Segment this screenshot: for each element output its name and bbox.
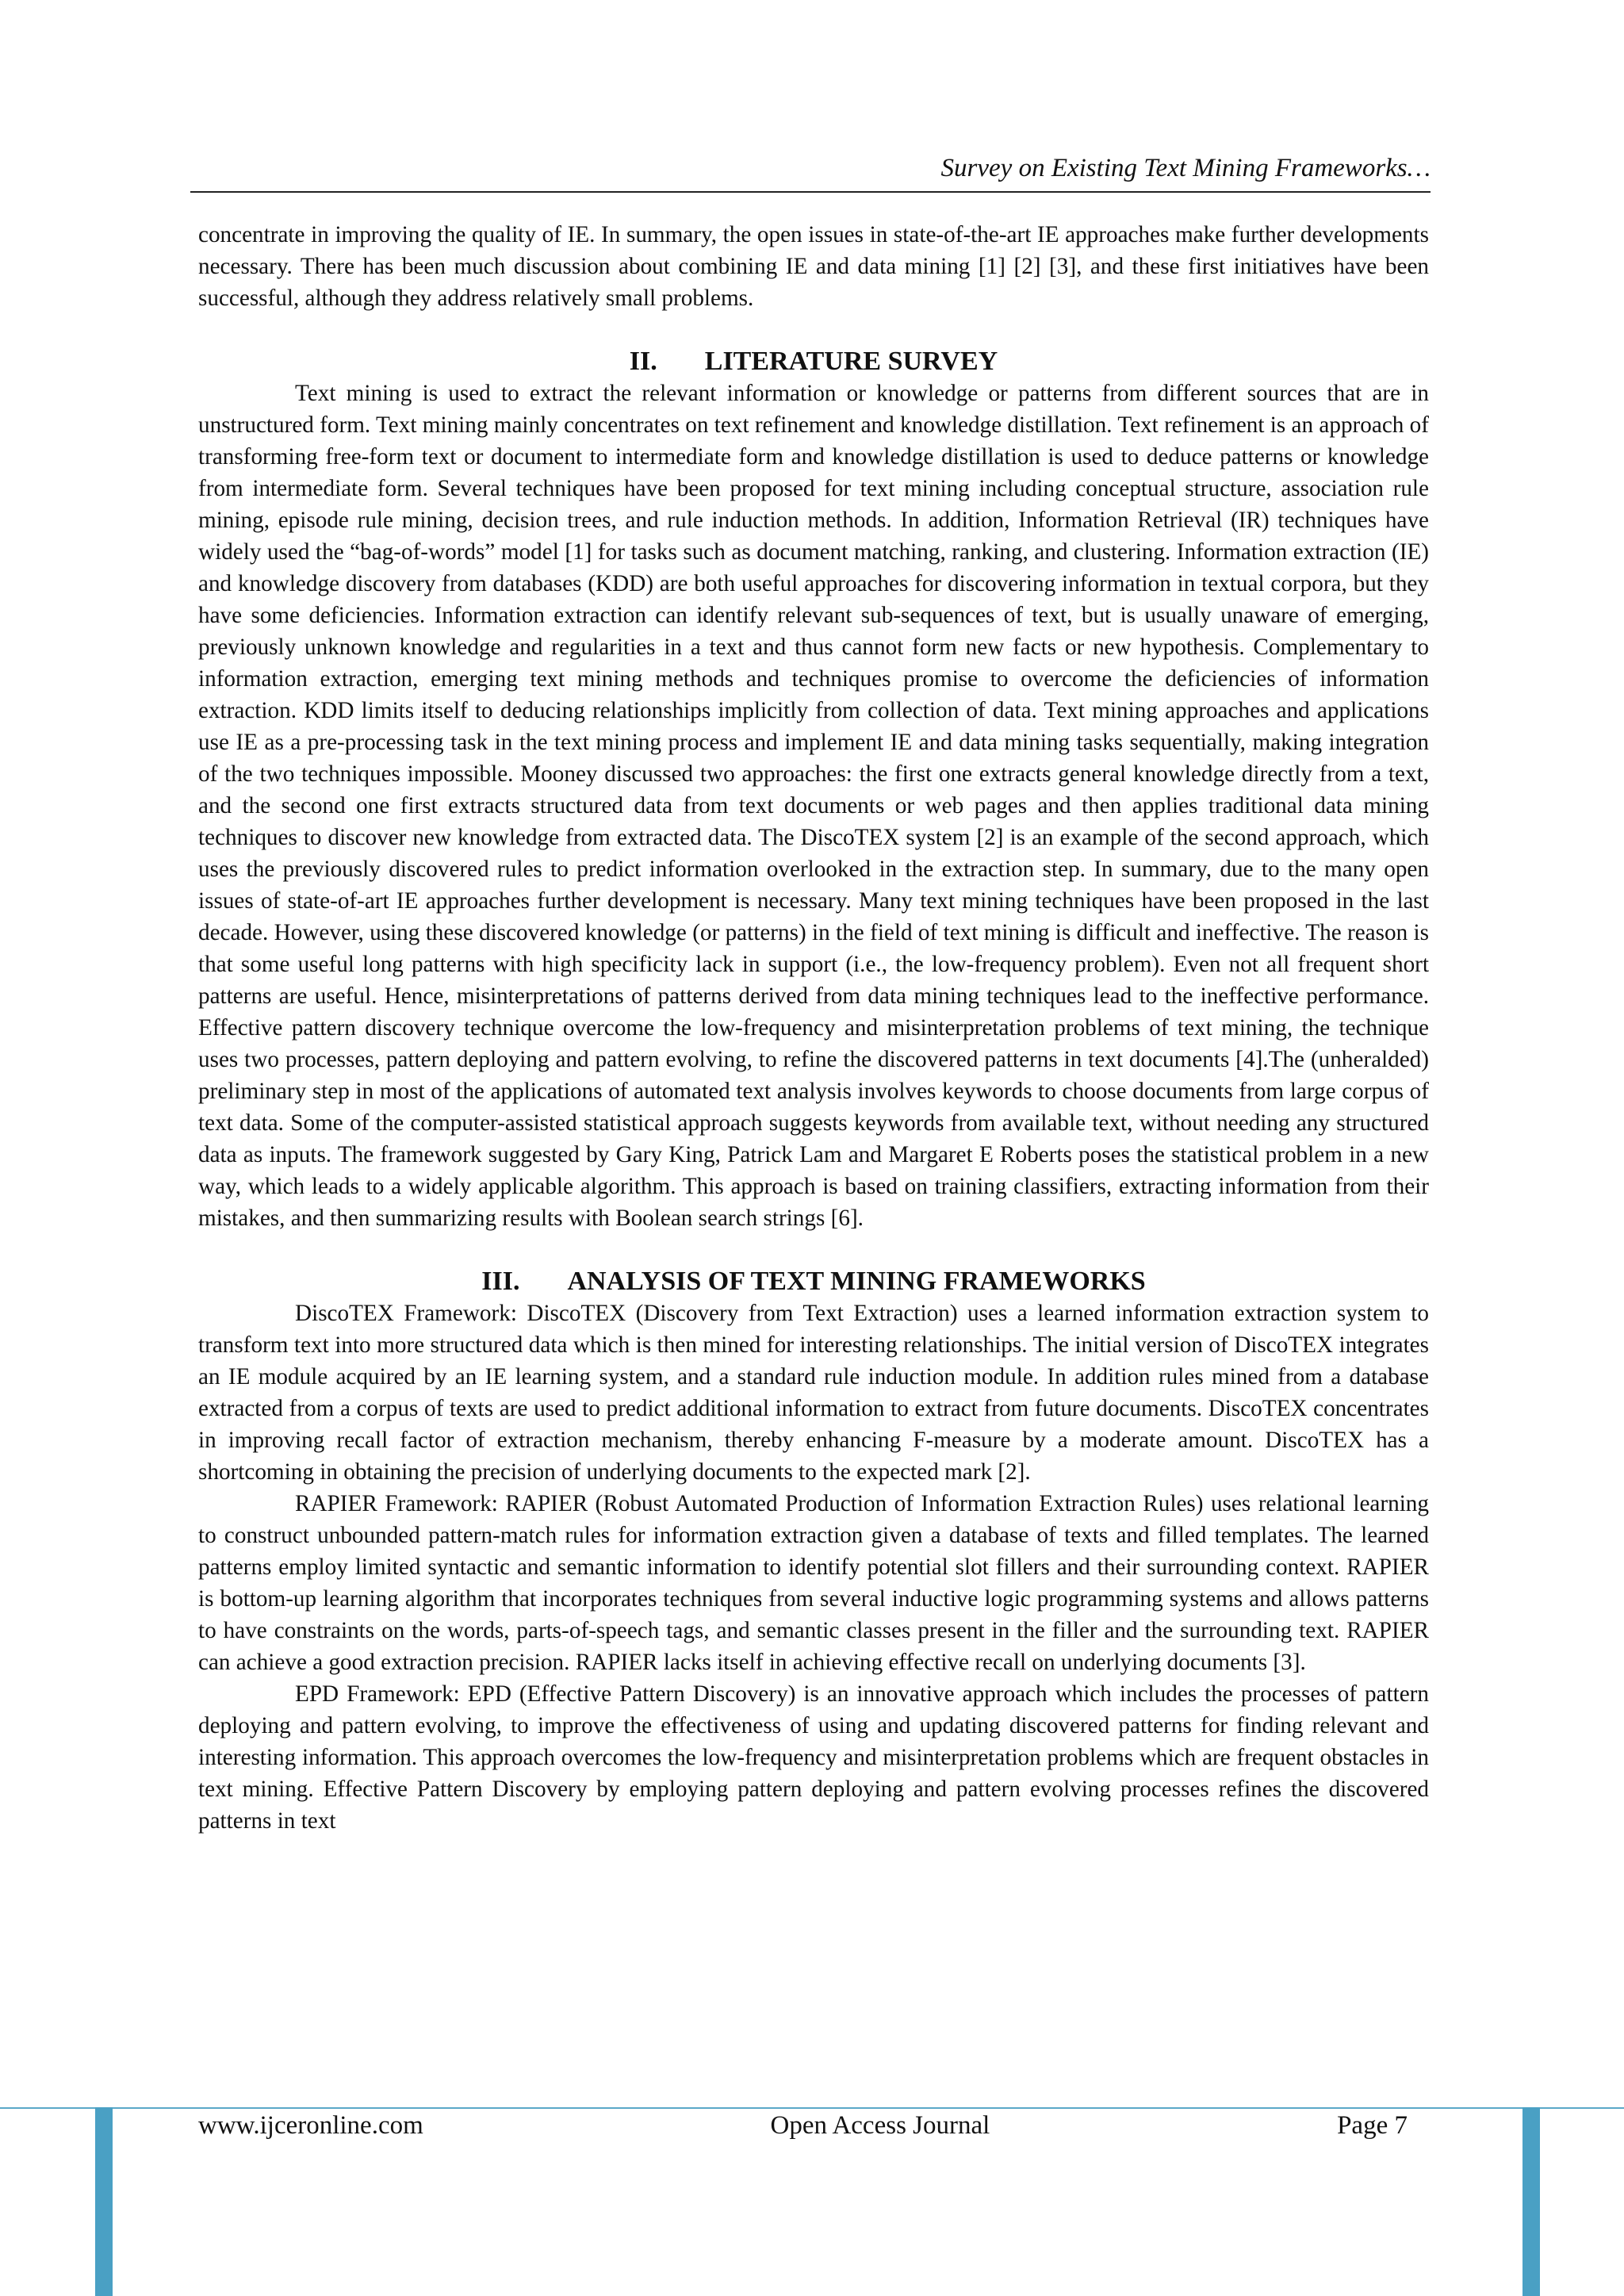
- section-heading-analysis: [198, 1266, 1429, 1297]
- footer-left-bar: [95, 2107, 113, 2296]
- running-header: Survey on Existing Text Mining Frameworks…: [940, 154, 1431, 182]
- discotex-paragraph: DiscoTEX Framework: DiscoTEX (Discovery from Text Extraction) uses a learned information extraction system to transform text into more structured data which is then mined for interesting relationships. The initial version of DiscoTEX integrates an IE module acquired by an IE learning system, and a standard rule induction module. In addition rules mined from a database extracted from a corpus of texts are used to predict additional information to extract from future documents. DiscoTEX concentrates in improving recall factor of extraction mechanism, thereby enhancing F-measure by a moderate amount. DiscoTEX has a shortcoming in obtaining the precision of underlying documents to the expected mark [2].: [198, 1301, 1429, 1485]
- section-spacer: [198, 1234, 1429, 1266]
- footer-rule: [0, 2107, 1624, 2109]
- intro-continuation-paragraph: concentrate in improving the quality of IE. In summary, the open issues in state-of-the-art IE approaches make further developments necessary. There has been much discussion about combining IE and data mining [1] [2] [3], and these first initiatives have been successful, although they address relatively small problems.: [198, 222, 1429, 311]
- section-number: II.: [629, 347, 657, 376]
- epd-paragraph: EPD Framework: EPD (Effective Pattern Discovery) is an innovative approach which includes the processes of pattern deploying and pattern evolving, to improve the effectiveness of using and updating discovered patterns for finding relevant and interesting information. This approach overcomes the low-frequency and misinterpretation problems which are frequent obstacles in text mining. Effective Pattern Discovery by employing pattern deploying and pattern evolving processes refines the discovered patterns in text: [198, 1681, 1429, 1834]
- footer-right-bar: [1522, 2107, 1540, 2296]
- page-body: [198, 219, 1429, 1837]
- page-footer: [198, 2110, 1408, 2141]
- section-heading-literature-survey: [198, 346, 1429, 378]
- rapier-paragraph: RAPIER Framework: RAPIER (Robust Automated Production of Information Extraction Rules) uses relational learning to construct unbounded pattern-match rules for information extraction given a database of texts and filled templates. The learned patterns employ limited syntactic and semantic information to identify potential slot fillers and their surrounding context. RAPIER is bottom-up learning algorithm that incorporates techniques from several inductive logic programming systems and allows patterns to have constraints on the words, parts-of-speech tags, and semantic classes present in the filler and the surrounding text. RAPIER can achieve a good extraction precision. RAPIER lacks itself in achieving effective recall on underlying documents [3].: [198, 1491, 1429, 1675]
- footer-journal-name: Open Access Journal: [770, 2111, 990, 2140]
- section-title: ANALYSIS OF TEXT MINING FRAMEWORKS: [567, 1267, 1146, 1296]
- section-spacer: [198, 314, 1429, 346]
- footer-page-number: Page 7: [1337, 2111, 1408, 2140]
- section-title: LITERATURE SURVEY: [704, 347, 998, 376]
- literature-survey-paragraph: Text mining is used to extract the relevant information or knowledge or patterns from different sources that are in unstructured form. Text mining mainly concentrates on text refinement and knowledge distillation. Text refinement is an approach of transforming free-form text or document to intermediate form and knowledge distillation is used to deduce patterns or knowledge from intermediate form. Several techniques have been proposed for text mining including conceptual structure, association rule mining, episode rule mining, decision trees, and rule induction methods. In addition, Information Retrieval (IR) techniques have widely used the “bag-of-words” model [1] for tasks such as document matching, ranking, and clustering. Information extraction (IE) and knowledge discovery from databases (KDD) are both useful approaches for discovering information in textual corpora, but they have some deficiencies. Information extraction can identify relevant sub-sequences of text, but is usually unaware of emerging, previously unknown knowledge and regularities in a text and thus cannot form new facts or new hypothesis. Complementary to information extraction, emerging text mining methods and techniques promise to overcome the deficiencies of information extraction. KDD limits itself to deducing relationships implicitly from collection of data. Text mining approaches and applications use IE as a pre-processing task in the text mining process and implement IE and data mining tasks sequentially, making integration of the two techniques impossible. Mooney discussed two approaches: the first one extracts general knowledge directly from a text, and the second one first extracts structured data from text documents or web pages and then applies traditional data mining techniques to discover new knowledge from extracted data. The DiscoTEX system [2] is an example of the second approach, which uses the previously discovered rules to predict information overlooked in the extraction step. In summary, due to the many open issues of state-of-art IE approaches further development is necessary. Many text mining techniques have been proposed in the last decade. However, using these discovered knowledge (or patterns) in the field of text mining is difficult and ineffective. The reason is that some useful long patterns with high specificity lack in support (i.e., the low-frequency problem). Even not all frequent short patterns are useful. Hence, misinterpretations of patterns derived from data mining techniques lead to the ineffective performance. Effective pattern discovery technique overcome the low-frequency and misinterpretation problems of text mining, the technique uses two processes, pattern deploying and pattern evolving, to refine the discovered patterns in text documents [4].The (unheralded) preliminary step in most of the applications of automated text analysis involves keywords to choose documents from large corpus of text data. Some of the computer-assisted statistical approach suggests keywords from available text, without needing any structured data as inputs. The framework suggested by Gary King, Patrick Lam and Margaret E Roberts poses the statistical problem in a new way, which leads to a widely applicable algorithm. This approach is based on training classifiers, extracting information from their mistakes, and then summarizing results with Boolean search strings [6].: [198, 381, 1429, 1231]
- section-number: III.: [481, 1267, 520, 1296]
- header-rule: [190, 191, 1431, 193]
- footer-website-link[interactable]: www.ijceronline.com: [198, 2111, 423, 2140]
